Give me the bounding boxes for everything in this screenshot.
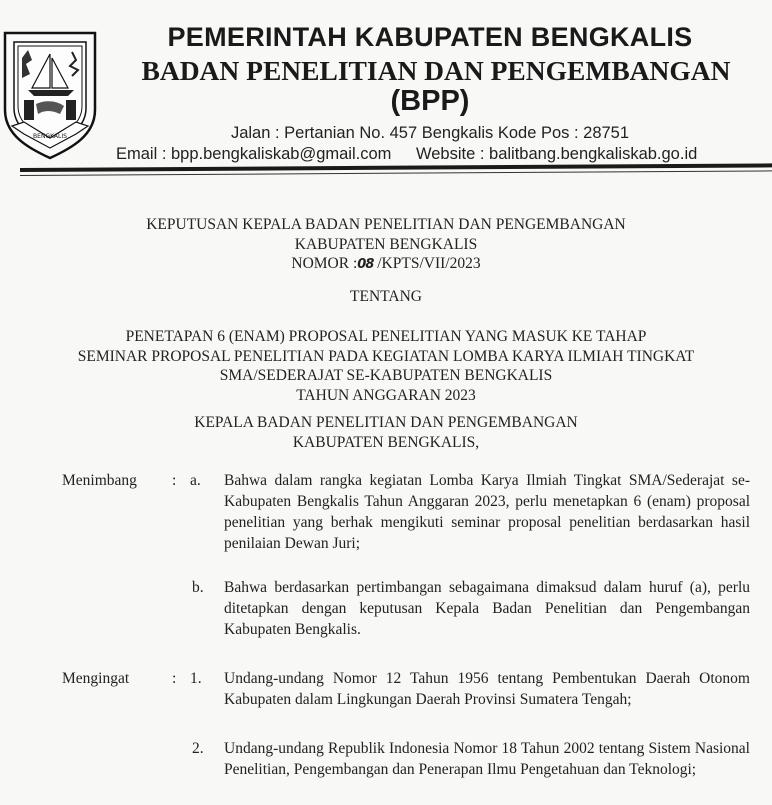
letterhead-government-name: PEMERINTAH KABUPATEN BENGKALIS xyxy=(167,22,693,52)
letterhead-agency-name: BADAN PENELITIAN DAN PENGEMBANGAN xyxy=(141,55,731,86)
menimbang-item-b-text: Bahwa berdasarkan pertimbangan sebagaimana dimaksud dalam huruf (a), perlu ditetapkan dengan keputusan Kepala Badan Penelitian dan Pengembangan Kabupaten Bengkalis. xyxy=(224,579,750,638)
mengingat-item-2-marker: 2. xyxy=(192,740,204,757)
decree-issuer xyxy=(0,413,772,452)
decree-number xyxy=(0,254,772,275)
decree-subject-line2: SEMINAR PROPOSAL PENELITIAN PADA KEGIATAN LOMBA KARYA ILMIAH TINGKAT xyxy=(77,347,695,365)
decree-issuer-line1: KEPALA BADAN PENELITIAN DAN PENGEMBANGAN xyxy=(194,414,578,431)
menimbang-label: Menimbang xyxy=(62,472,137,489)
menimbang-item-b-marker: b. xyxy=(192,579,204,596)
mengingat-item-1-marker: 1. xyxy=(190,670,202,687)
mengingat-item-2-text: Undang-undang Republik Indonesia Nomor 18 Tahun 2002 tentang Sistem Nasional Penelitian, Pengembangan dan Penerapan Ilmu Pengetahuan dan Teknologi; xyxy=(224,740,750,778)
letterhead-contact xyxy=(108,145,772,164)
mengingat-colon: : xyxy=(172,670,177,687)
decree-title-line2: KABUPATEN BENGKALIS xyxy=(294,235,478,253)
decree-title-line1: KEPUTUSAN KEPALA BADAN PENELITIAN DAN PENGEMBANGAN xyxy=(146,216,626,233)
bengkalis-coat-of-arms-icon xyxy=(2,30,98,160)
decree-issuer-line2: KABUPATEN BENGKALIS, xyxy=(292,433,480,451)
decree-number-handwritten: 08 xyxy=(357,257,374,272)
letterhead-website: Website : balitbang.bengkaliskab.go.id xyxy=(415,145,698,163)
mengingat-item-1-text: Undang-undang Nomor 12 Tahun 1956 tentang Pembentukan Daerah Otonom Kabupaten dalam Lingkungan Daerah Provinsi Sumatera Tengah; xyxy=(224,670,750,708)
menimbang-colon: : xyxy=(172,472,177,489)
decree-title xyxy=(0,215,772,275)
menimbang-item-a-marker: a. xyxy=(190,472,201,489)
decree-number-suffix: /KPTS/VII/2023 xyxy=(373,255,481,272)
letterhead-address: Jalan : Pertanian No. 457 Bengkalis Kode Pos : 28751 xyxy=(230,124,630,142)
decree-subject-line1: PENETAPAN 6 (ENAM) PROPOSAL PENELITIAN YANG MASUK KE TAHAP xyxy=(125,328,647,345)
decree-subject-line3: SMA/SEDERAJAT SE-KABUPATEN BENGKALIS xyxy=(219,367,553,384)
svg-text:BENGKALIS: BENGKALIS xyxy=(33,133,67,140)
decree-tentang: TENTANG xyxy=(350,288,422,305)
decree-subject-line4: TAHUN ANGGARAN 2023 xyxy=(296,386,476,404)
letterhead-agency-abbreviation: (BPP) xyxy=(390,85,470,117)
mengingat-label: Mengingat xyxy=(62,670,130,687)
menimbang-item-a-text: Bahwa dalam rangka kegiatan Lomba Karya Ilmiah Tingkat SMA/Sederajat se-Kabupaten Bengkalis Tahun Anggaran 2023, perlu menetapkan 6 (enam) proposal penelitian yang berhak mengikuti seminar proposal penelitian berdasarkan hasil penilaian Dewan Juri; xyxy=(224,472,750,552)
decree-subject xyxy=(0,327,772,405)
letterhead-email: Email : bpp.bengkaliskab@gmail.com xyxy=(116,145,392,163)
decree-number-prefix: NOMOR : xyxy=(291,255,358,272)
